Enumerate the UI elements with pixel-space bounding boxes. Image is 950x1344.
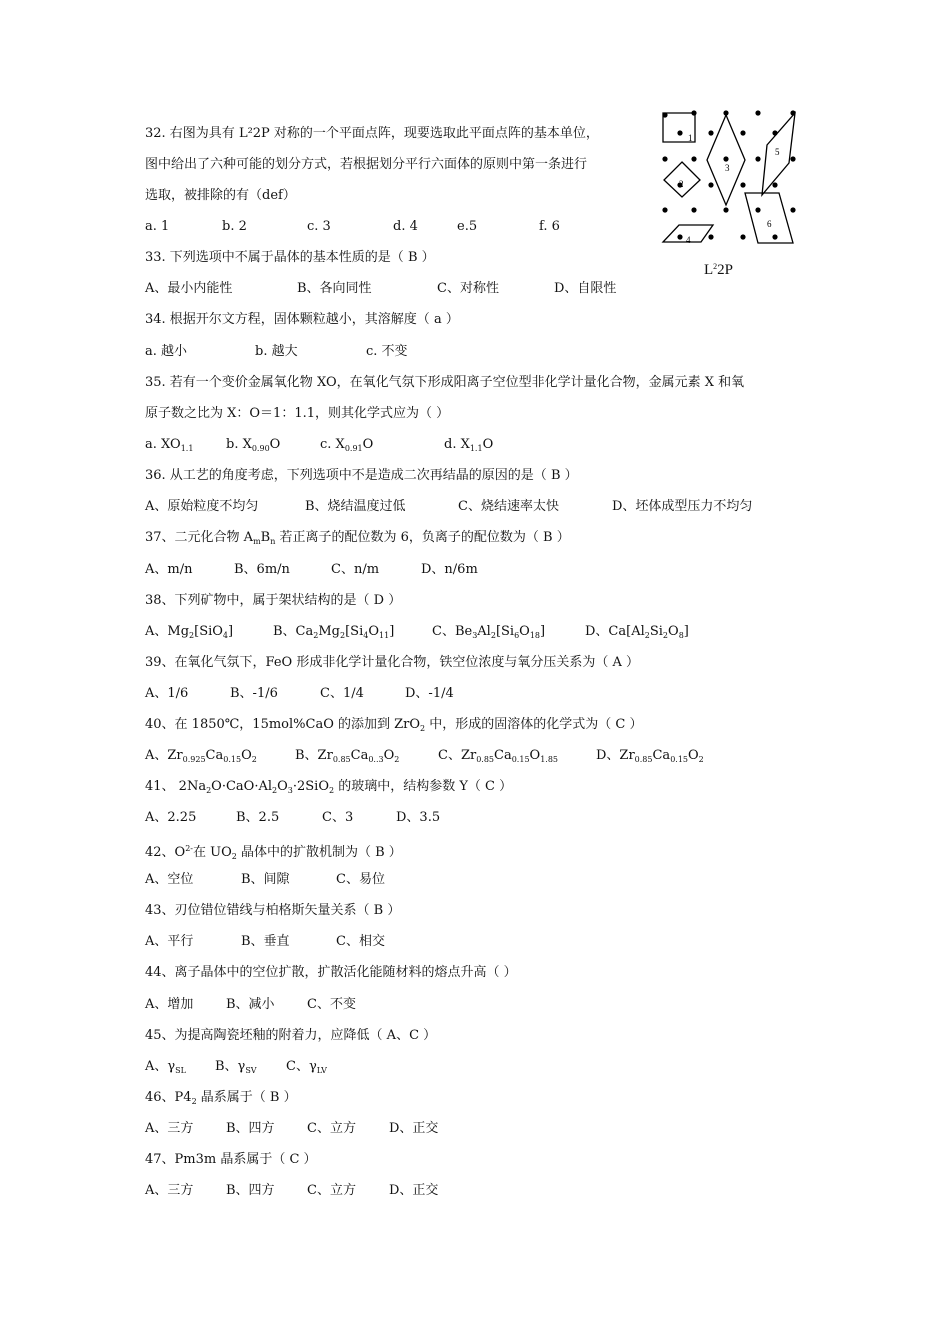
q37-option-d: D、n/6m bbox=[421, 562, 478, 577]
q32-stem-line2: 图中给出了六种可能的划分方式，若根据划分平行六面体的原则中第一条进行 bbox=[145, 157, 588, 172]
q35-stem-line1: 35. 若有一个变价金属氧化物 XO，在氧化气氛下形成阳离子空位型非化学计量化合物，金属元素 X 和氧 bbox=[145, 375, 745, 390]
cell-label-6: 6 bbox=[767, 219, 772, 229]
q47-option-c: C、立方 bbox=[307, 1183, 356, 1198]
lattice-figure bbox=[655, 105, 805, 250]
q45-option-c: C、$\gamma_{LV}$ bbox=[286, 1059, 327, 1075]
q33-option-c: C、对称性 bbox=[437, 281, 499, 296]
cell-label-3: 3 bbox=[725, 163, 730, 173]
q41-stem: 41、 $2Na_2O\cdot CaO\cdot Al_2O_3\cdot 2SiO_2$ 的玻璃中，结构参数 Y（ C ） bbox=[145, 779, 513, 795]
q32-option-f: f. 6 bbox=[539, 219, 560, 234]
q35-option-d: d. $X_{1.1}O$ bbox=[444, 437, 494, 453]
q35-option-a: a. $XO_{1.1}$ bbox=[145, 437, 194, 453]
q43-option-a: A、平行 bbox=[145, 934, 194, 949]
q38-option-a: A、$Mg_2[SiO_4]$ bbox=[145, 624, 234, 640]
q46-stem: 46、$P4_2$ 晶系属于（ B ） bbox=[145, 1090, 297, 1106]
q37-option-a: A、m/n bbox=[145, 562, 193, 577]
q33-stem: 33. 下列选项中不属于晶体的基本性质的是（ B ） bbox=[145, 250, 435, 265]
q39-option-c: C、1/4 bbox=[320, 686, 364, 701]
cell-label-4: 4 bbox=[686, 235, 691, 245]
q34-option-c: c. 不变 bbox=[366, 344, 408, 359]
q43-stem: 43、刃位错位错线与柏格斯矢量关系（ B ） bbox=[145, 903, 401, 918]
q32-option-d: d. 4 bbox=[393, 219, 418, 234]
q43-option-c: C、相交 bbox=[336, 934, 385, 949]
q38-stem: 38、下列矿物中，属于架状结构的是（ D ） bbox=[145, 593, 402, 608]
q32-option-e: e.5 bbox=[457, 219, 478, 234]
q47-option-a: A、三方 bbox=[145, 1183, 194, 1198]
q42-option-a: A、空位 bbox=[145, 872, 194, 887]
q39-option-b: B、-1/6 bbox=[230, 686, 278, 701]
q45-option-b: B、$\gamma_{SV}$ bbox=[215, 1059, 257, 1075]
q40-option-d: D、$Zr_{0.85}Ca_{0.15}O_2$ bbox=[596, 748, 704, 764]
q44-option-c: C、不变 bbox=[307, 997, 356, 1012]
q38-option-d: D、$Ca[Al_2Si_2O_8]$ bbox=[585, 624, 689, 640]
q36-option-b: B、烧结温度过低 bbox=[305, 499, 406, 514]
q46-option-b: B、四方 bbox=[226, 1121, 275, 1136]
cell-label-2: 2 bbox=[679, 179, 684, 189]
q33-option-b: B、各向同性 bbox=[297, 281, 372, 296]
q42-stem: 42、$O^{2-}$在 $UO_2$ 晶体中的扩散机制为（ B ） bbox=[145, 844, 402, 861]
q34-stem: 34. 根据开尔文方程，固体颗粒越小，其溶解度（ a ） bbox=[145, 312, 459, 327]
q32-option-a: a. 1 bbox=[145, 219, 170, 234]
q42-option-c: C、易位 bbox=[336, 872, 385, 887]
q40-option-c: C、$Zr_{0.85}Ca_{0.15}O_{1.85}$ bbox=[438, 748, 559, 764]
q33-option-d: D、自限性 bbox=[554, 281, 617, 296]
q33-option-a: A、最小内能性 bbox=[145, 281, 233, 296]
q34-option-a: a. 越小 bbox=[145, 344, 188, 359]
q36-stem: 36. 从工艺的角度考虑，下列选项中不是造成二次再结晶的原因的是（ B ） bbox=[145, 468, 578, 483]
q41-option-c: C、3 bbox=[322, 810, 354, 825]
q38-option-b: B、$Ca_2Mg_2[Si_4O_{11}]$ bbox=[273, 624, 395, 640]
q46-option-a: A、三方 bbox=[145, 1121, 194, 1136]
q47-stem: 47、Pm3m 晶系属于（ C ） bbox=[145, 1152, 317, 1167]
q34-option-b: b. 越大 bbox=[255, 344, 298, 359]
cell-label-1: 1 bbox=[688, 133, 693, 143]
q41-option-d: D、3.5 bbox=[396, 810, 441, 825]
q42-option-b: B、间隙 bbox=[241, 872, 290, 887]
q47-option-b: B、四方 bbox=[226, 1183, 275, 1198]
q32-option-c: c. 3 bbox=[307, 219, 331, 234]
q37-option-b: B、6m/n bbox=[234, 562, 290, 577]
q32-option-b: b. 2 bbox=[222, 219, 247, 234]
q47-option-d: D、正交 bbox=[389, 1183, 439, 1198]
q32-stem-line3: 选取，被排除的有（def） bbox=[145, 188, 296, 203]
lattice-points bbox=[662, 110, 795, 239]
q44-option-b: B、减小 bbox=[226, 997, 275, 1012]
q35-option-c: c. $X_{0.91}O$ bbox=[320, 437, 374, 453]
q39-option-d: D、-1/4 bbox=[405, 686, 454, 701]
q40-option-b: B、$Zr_{0.85}Ca_{0..3}O_2$ bbox=[295, 748, 400, 764]
q36-option-c: C、烧结速率太快 bbox=[458, 499, 559, 514]
q36-option-d: D、坯体成型压力不均匀 bbox=[612, 499, 753, 514]
q45-option-a: A、$\gamma_{SL}$ bbox=[145, 1059, 186, 1075]
figure-caption: $L^22P$ bbox=[704, 262, 734, 278]
q46-option-c: C、立方 bbox=[307, 1121, 356, 1136]
q37-option-c: C、n/m bbox=[331, 562, 380, 577]
q39-stem: 39、在氧化气氛下，FeO 形成非化学计量化合物，铁空位浓度与氧分压关系为（ A ） bbox=[145, 655, 639, 670]
q35-stem-line2: 原子数之比为 X：O＝1：1.1，则其化学式应为（ ） bbox=[145, 406, 450, 421]
q37-stem: 37、二元化合物 $A_mB_n$ 若正离子的配位数为 6，负离子的配位数为（ B ） bbox=[145, 530, 570, 546]
q44-stem: 44、离子晶体中的空位扩散，扩散活化能随材料的熔点升高（ ） bbox=[145, 965, 517, 980]
q36-option-a: A、原始粒度不均匀 bbox=[145, 499, 259, 514]
q46-option-d: D、正交 bbox=[389, 1121, 439, 1136]
q41-option-a: A、2.25 bbox=[145, 810, 197, 825]
q38-option-c: C、$Be_3Al_2[Si_6O_{18}]$ bbox=[432, 624, 546, 640]
q32-stem-line1: 32. 右图为具有 L²2P 对称的一个平面点阵，现要选取此平面点阵的基本单位， bbox=[145, 126, 599, 141]
cell-label-5: 5 bbox=[775, 147, 780, 157]
q41-option-b: B、2.5 bbox=[236, 810, 280, 825]
q35-option-b: b. $X_{0.90}O$ bbox=[226, 437, 281, 453]
q40-option-a: A、$Zr_{0.925}Ca_{0.15}O_2$ bbox=[145, 748, 257, 764]
q39-option-a: A、1/6 bbox=[145, 686, 189, 701]
q44-option-a: A、增加 bbox=[145, 997, 194, 1012]
q45-stem: 45、为提高陶瓷坯釉的附着力，应降低（ A、C ） bbox=[145, 1028, 437, 1043]
q43-option-b: B、垂直 bbox=[241, 934, 290, 949]
cell-6 bbox=[745, 193, 793, 243]
q40-stem: 40、在 1850℃，15mol%CaO 的添加到 ZrO$_2$ 中，形成的固溶体的化学式为（ C ） bbox=[145, 717, 643, 733]
